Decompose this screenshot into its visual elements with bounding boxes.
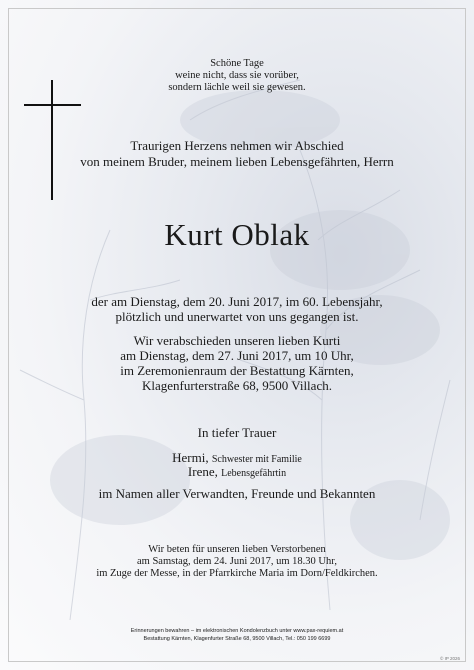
death-line-1: der am Dienstag, dem 20. Juni 2017, im 60. Lebensjahr, (91, 294, 383, 309)
funeral-line-1: Wir verabschieden unseren lieben Kurti (133, 333, 341, 348)
relatives-line: im Namen aller Verwandten, Freunde und Bekannten (98, 486, 376, 501)
motto-line-2: weine nicht, dass sie vorüber, (175, 70, 299, 81)
mass-line-1: Wir beten für unseren lieben Verstorbenen (148, 544, 326, 555)
mourner-row: Irene, Lebensgefährtin (187, 464, 287, 479)
funeral-line-2: am Dienstag, dem 27. Juni 2017, um 10 Uhr, (120, 348, 354, 363)
mourner-name: Irene (187, 464, 215, 479)
funeral-line-4: Klagenfurterstraße 68, 9500 Villach. (142, 378, 332, 393)
footer-address: Bestattung Kärnten, Klagenfurter Straße 68, 9500 Villach, Tel.: 050 199 6699 (143, 636, 331, 642)
funeral-line-3: im Zeremonienraum der Bestattung Kärnten, (120, 363, 354, 378)
deceased-name: Kurt Oblak (164, 217, 310, 252)
mourner-name: Hermi (172, 450, 206, 465)
death-line-2: plötzlich und unerwartet von uns gegangen ist. (115, 309, 359, 324)
mourner-relation: Lebensgefährtin (221, 468, 287, 479)
motto-line-1: Schöne Tage (210, 58, 264, 69)
mass-line-3: im Zuge der Messe, in der Pfarrkirche Maria im Dorn/Feldkirchen. (96, 568, 378, 579)
footer-condolence: Erinnerungen bewahren – im elektronischen Kondolenzbuch unter www.pax-requiem.at (130, 628, 344, 634)
motto-line-3: sondern lächle weil sie gewesen. (168, 82, 306, 93)
mass-line-2: am Samstag, dem 24. Juni 2017, um 18.30 Uhr, (137, 556, 337, 567)
mourner-row: Hermi, Schwester mit Familie (172, 450, 302, 465)
cross-symbol-horizontal (24, 104, 81, 106)
intro-line-2: von meinem Bruder, meinem lieben Lebensgefährten, Herrn (80, 154, 394, 169)
corner-code: © IP 2026 (440, 656, 460, 661)
intro-line-1: Traurigen Herzens nehmen wir Abschied (130, 138, 344, 153)
mourning-title: In tiefer Trauer (197, 425, 277, 440)
mourner-relation: Schwester mit Familie (211, 454, 302, 465)
